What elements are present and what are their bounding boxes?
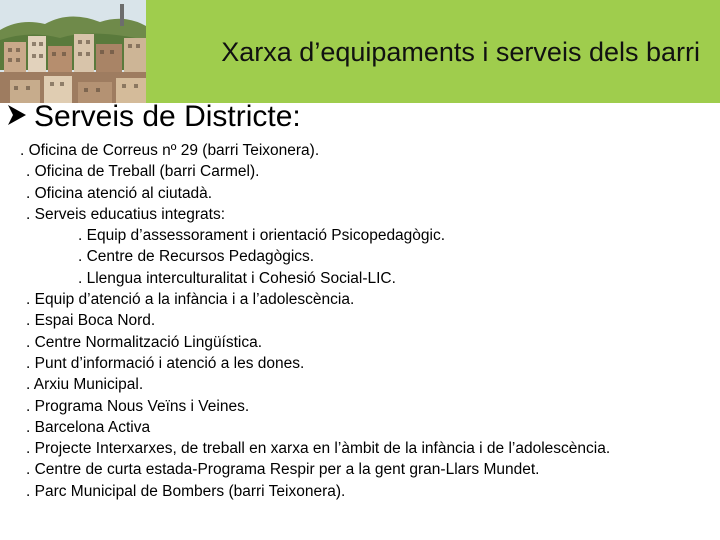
slide-title: Xarxa d’equipaments i serveis dels barri — [221, 37, 700, 67]
header-band — [146, 0, 720, 103]
service-list-item: . Centre de curta estada-Programa Respir per a la gent gran-Llars Mundet. — [26, 461, 540, 479]
service-list-item: . Programa Nous Veïns i Veines. — [26, 397, 250, 415]
service-list-item: . Arxiu Municipal. — [26, 376, 144, 394]
service-list-item: . Punt d’informació i atenció a les dones. — [26, 354, 305, 372]
service-list-item: . Oficina de Correus nº 29 (barri Teixonera). — [20, 142, 320, 159]
service-list-item: . Equip d’assessorament i orientació Psicopedagògic. — [78, 227, 446, 245]
service-list-item: . Equip d’atenció a la infància i a l’adolescència. — [26, 291, 355, 309]
service-list-item: . Espai Boca Nord. — [26, 312, 156, 330]
service-list-item: . Parc Municipal de Bombers (barri Teixonera). — [26, 482, 346, 500]
service-list-item: . Llengua interculturalitat i Cohesió Social-LIC. — [78, 269, 396, 287]
service-list-item: . Projecte Interxarxes, de treball en xarxa en l’àmbit de la infància i de l’adolescència. — [26, 440, 611, 458]
service-list-item: . Centre de Recursos Pedagògics. — [78, 248, 315, 266]
header-city-photo — [0, 0, 146, 103]
service-list-item: . Barcelona Activa — [26, 418, 151, 436]
service-list-item: . Centre Normalització Lingüística. — [26, 333, 263, 351]
service-list-item: . Oficina atenció al ciutadà. — [26, 184, 213, 202]
city-photo-drawing — [0, 0, 146, 103]
service-list-item: . Serveis educatius integrats: — [26, 205, 226, 223]
section-heading — [6, 99, 301, 136]
services-list — [0, 140, 610, 502]
section-title: Serveis de Districte: — [34, 100, 301, 133]
service-list-item: . Oficina de Treball (barri Carmel). — [26, 163, 260, 181]
arrow-bullet-icon — [6, 100, 28, 136]
